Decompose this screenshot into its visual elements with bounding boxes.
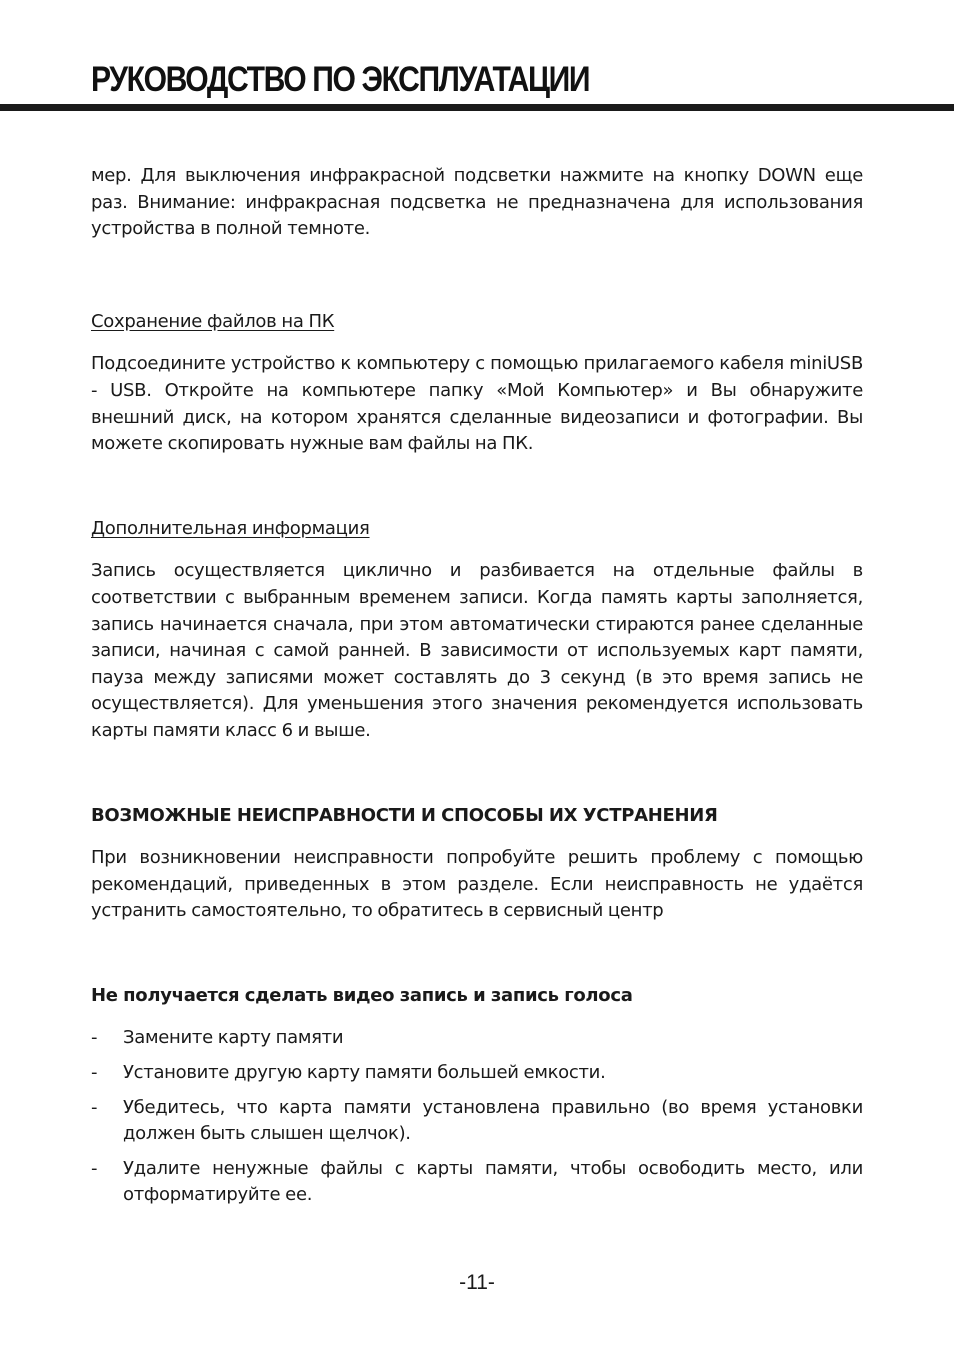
list-item-text: Удалите ненужные файлы с карты памяти, чтобы освободить место, или отформатируйте ее. <box>123 1157 863 1206</box>
dash-marker: - <box>91 1157 98 1179</box>
list-item <box>91 1095 863 1148</box>
intro-paragraph: мер. Для выключения инфракрасной подсветки нажмите на кнопку DOWN еще раз. Внимание: инфракрасная подсветка не предназначена для использования устройства в полной темноте. <box>91 165 863 240</box>
list-item <box>91 1025 863 1052</box>
list-item <box>91 1060 863 1087</box>
dash-marker: - <box>91 1096 98 1118</box>
problem-heading: Не получается сделать видео запись и запись голоса <box>91 984 633 1006</box>
list-item-text: Убедитесь, что карта памяти установлена правильно (во время установки должен быть слышен щелчок). <box>123 1096 863 1145</box>
troubleshooting-paragraph: При возникновении неисправности попробуйте решить проблему с помощью рекомендаций, приведенных в этом разделе. Если неисправность не удаётся устранить самостоятельно, то обратитесь в сервисный центр <box>91 847 863 922</box>
save-files-paragraph: Подсоедините устройство к компьютеру с помощью прилагаемого кабеля miniUSB - USB. Откройте на компьютере папку «Мой Компьютер» и Вы обнаружите внешний диск, на котором хранятся сделанные видеозаписи и фотографии. Вы можете скопировать нужные вам файлы на ПК. <box>91 353 863 455</box>
list-item-text: Установите другую карту памяти большей емкости. <box>123 1062 606 1084</box>
solution-list <box>91 1025 863 1209</box>
list-item <box>91 1156 863 1209</box>
save-files-heading: Сохранение файлов на ПК <box>91 310 335 332</box>
page-header-title: РУКОВОДСТВО ПО ЭКСПЛУАТАЦИИ <box>91 60 590 99</box>
header-divider <box>0 104 954 111</box>
dash-marker: - <box>91 1062 98 1084</box>
troubleshooting-heading: ВОЗМОЖНЫЕ НЕИСПРАВНОСТИ И СПОСОБЫ ИХ УСТРАНЕНИЯ <box>91 804 718 826</box>
list-item-text: Замените карту памяти <box>123 1027 344 1049</box>
page-number: -11- <box>459 1271 495 1294</box>
page-content <box>91 163 863 1217</box>
additional-info-paragraph: Запись осуществляется циклично и разбивается на отдельные файлы в соответствии с выбранным временем записи. Когда память карты заполняется, запись начинается сначала, при этом автоматически стираются ранее сделанные записи, начиная с самой ранней. В зависимости от используемых карт памяти, пауза между записями может составлять до 3 секунд (в это время запись не осуществляется). Для уменьшения этого значения рекомендуется использовать карты памяти класс 6 и выше. <box>91 560 863 741</box>
dash-marker: - <box>91 1027 98 1049</box>
additional-info-heading: Дополнительная информация <box>91 517 370 539</box>
